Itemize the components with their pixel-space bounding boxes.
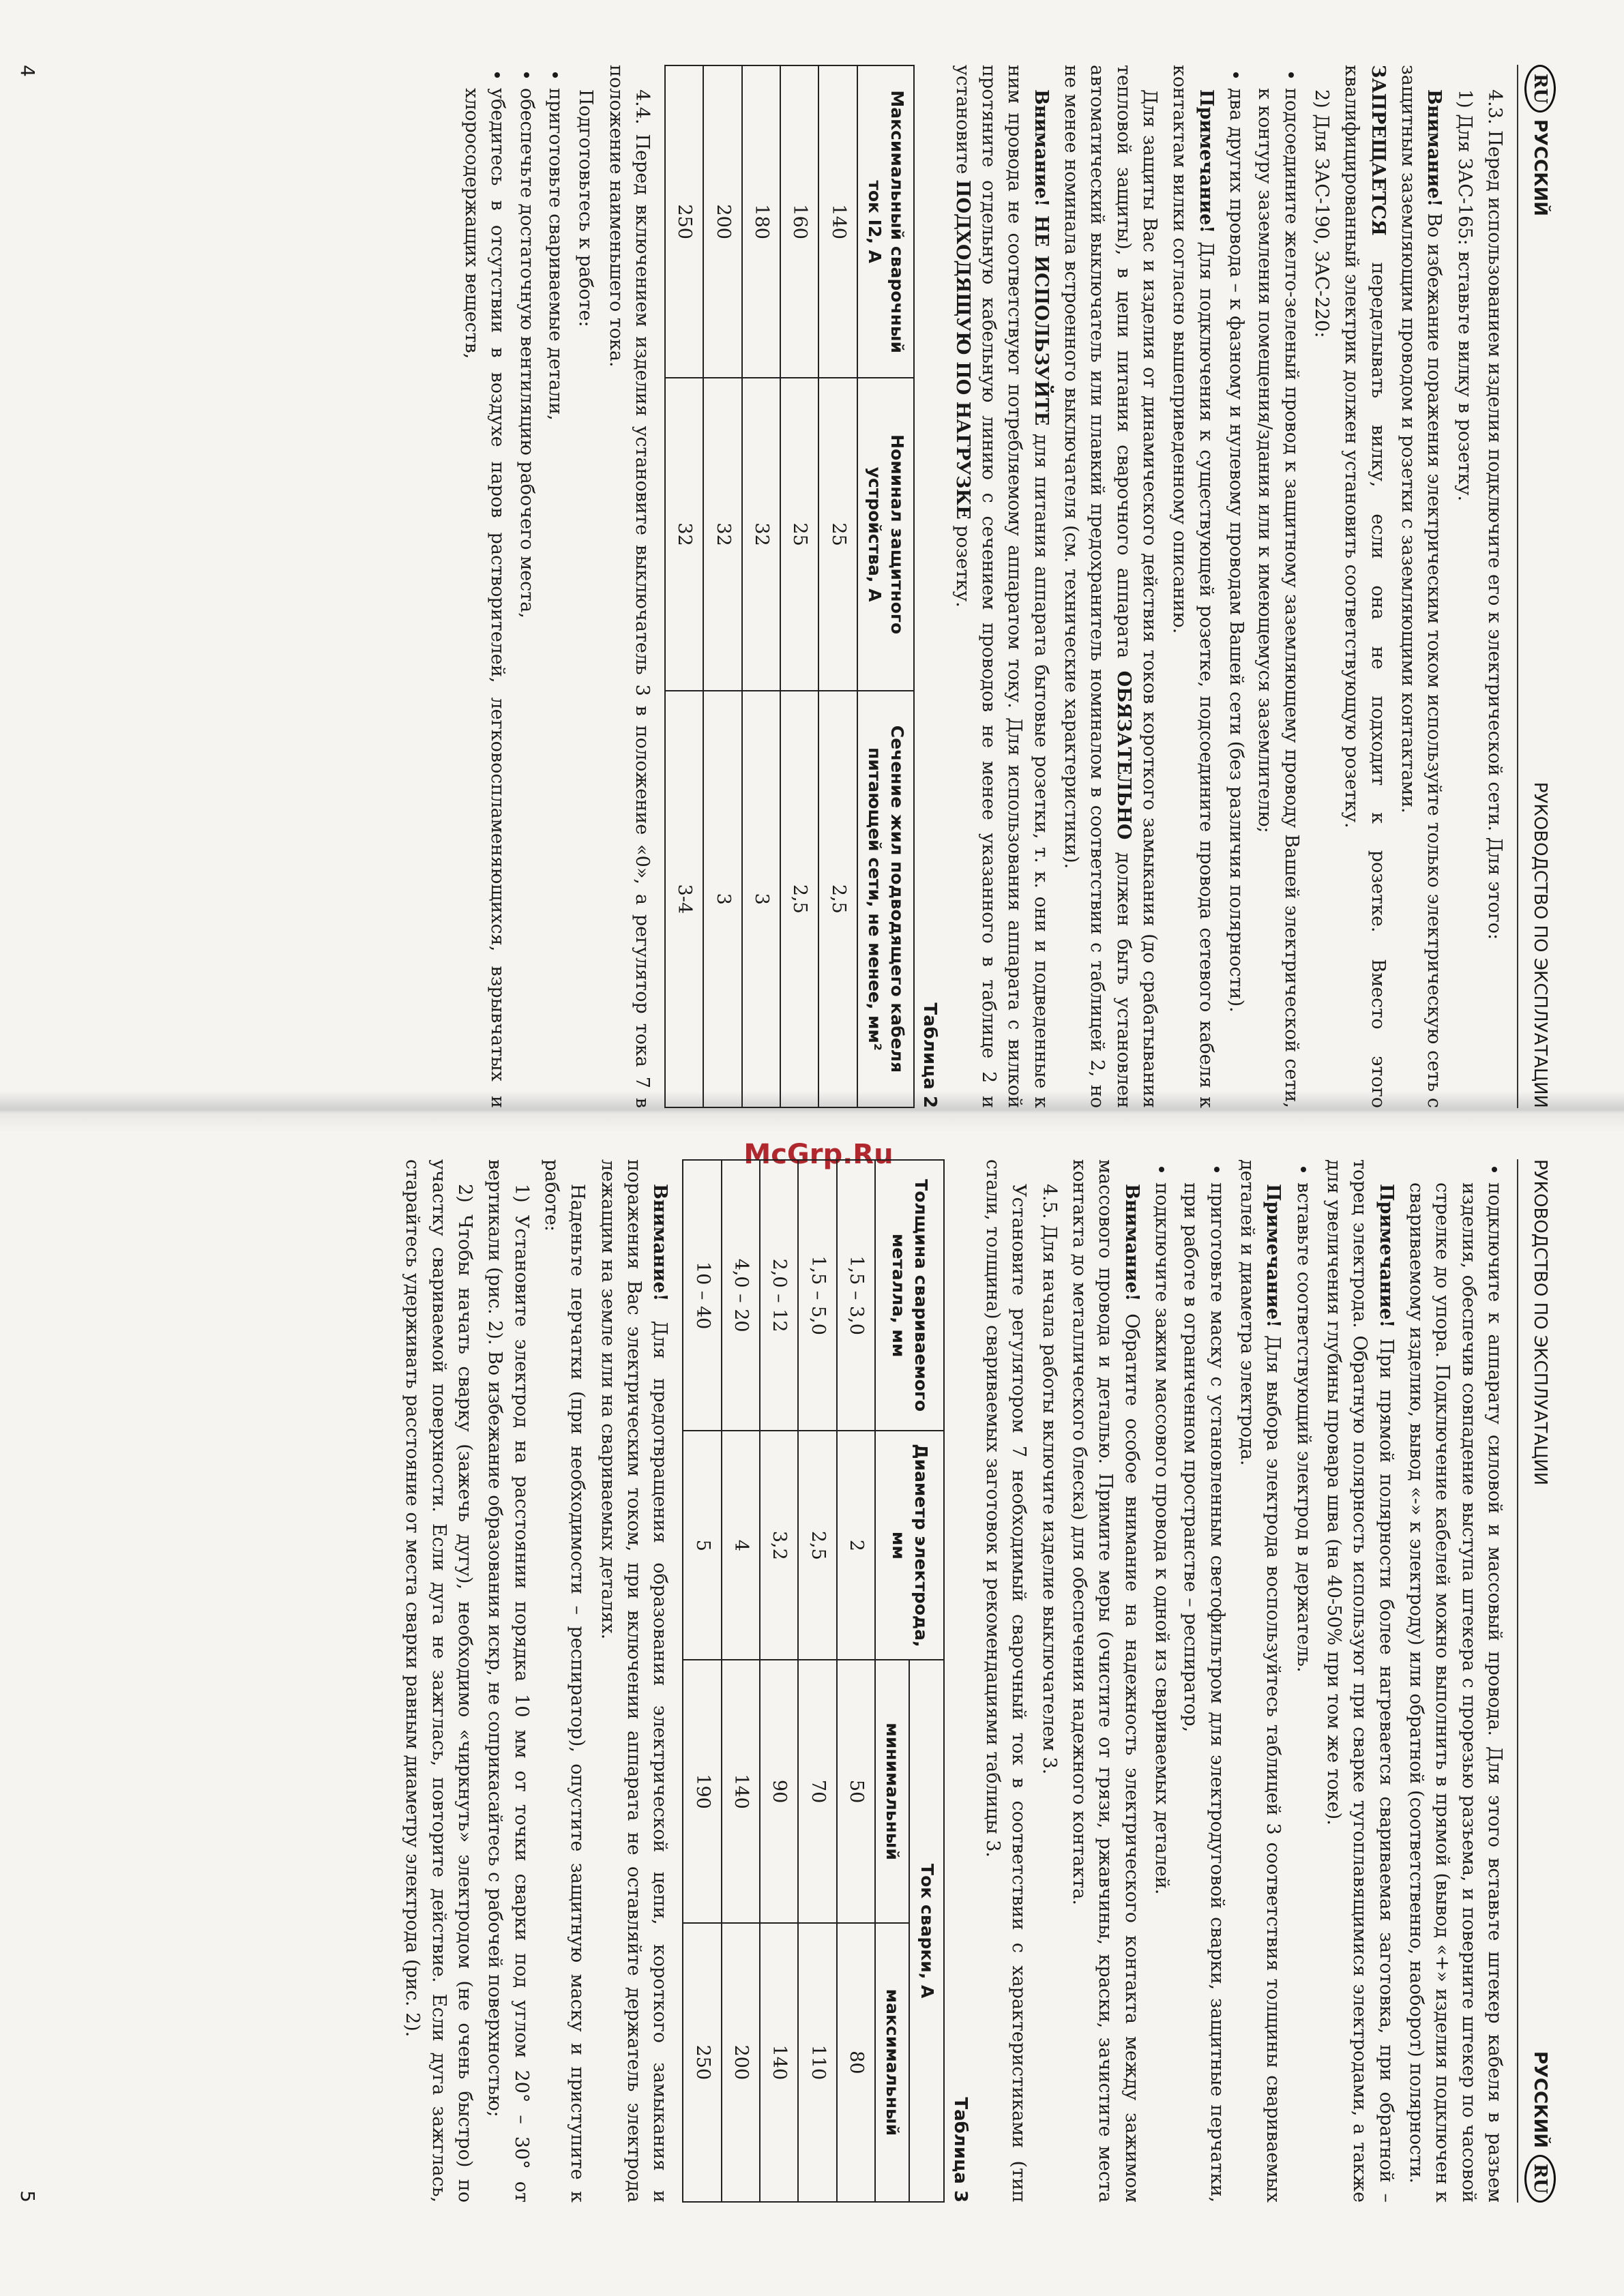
manual-title: РУКОВОДСТВО ПО ЭКСПЛУАТАЦИИ	[1530, 1159, 1551, 1486]
table-cell: 4	[722, 1431, 760, 1660]
connect-list	[1403, 1159, 1507, 2203]
running-header	[1517, 1159, 1562, 2203]
table-cell: 90	[760, 1660, 798, 1922]
prepare-heading: Подготовьтесь к работе:	[575, 89, 597, 327]
table-header: Максимальный сварочный ток I2, А	[857, 65, 914, 378]
warning-text-b: розетку.	[951, 519, 973, 608]
attention-label: Внимание!	[1121, 1184, 1142, 1302]
language-label	[1524, 65, 1556, 216]
step-1: 1) Для ЗАС-165: вставьте вилку в розетку.	[1453, 89, 1475, 502]
table-cell: 190	[683, 1660, 721, 1922]
ru-badge-icon: RU	[1524, 65, 1556, 113]
language-text: РУССКИЙ	[1530, 2051, 1551, 2148]
table-cell: 2,5	[798, 1431, 836, 1660]
table-subheader: максимальный	[875, 1923, 910, 2202]
table-cell: 25	[818, 378, 857, 690]
warning-label: Внимание! НЕ ИСПОЛЬЗУЙТЕ	[1030, 89, 1052, 426]
manual-page-5	[14, 1159, 1562, 2203]
note-paragraph	[1166, 65, 1219, 1108]
step-2: 2) Чтобы начать сварку (зажечь дугу), необходимо «чиркнуть» электродом (не очень быстро) по участку свариваемой поверхности. Если дуга не зажглась, повторите действие. Если дуга зажглась, старайтесь удерживать расстояние от места сварки равным диаметру электрода (рис. 2).	[402, 1159, 475, 2203]
table-header-row	[909, 1160, 944, 2202]
prepare-list	[458, 65, 568, 1108]
table-cell: 3-4	[665, 691, 703, 1107]
table-row	[722, 1160, 760, 2202]
table-row	[818, 65, 857, 1107]
ru-badge-icon: RU	[1524, 2155, 1556, 2203]
table-cell: 4,0 – 20	[722, 1160, 760, 1431]
attention-text: Обратите особое внимание на надежность электрического контакта между зажимом массового провода и деталью. Примите меры (очистите от грязи, ржавчины, краски, зачистите места контакта до металлического блеска) для обеспечения надежного контакта.	[1069, 1159, 1142, 2203]
table-cell: 2,0 – 12	[760, 1160, 798, 1431]
note-label: Примечание!	[1263, 1184, 1284, 1328]
forbidden-paragraph	[1338, 65, 1391, 1108]
manual-title: РУКОВОДСТВО ПО ЭКСПЛУАТАЦИИ	[1530, 781, 1551, 1108]
protection-must: ОБЯЗАТЕЛЬНО	[1112, 670, 1134, 840]
table-row	[837, 1160, 875, 2202]
table-row	[703, 65, 741, 1107]
warning-paragraph	[949, 65, 1053, 1108]
page-number: 4	[16, 65, 39, 77]
table-cell: 1,5 – 3,0	[837, 1160, 875, 1431]
table-cell: 70	[798, 1660, 836, 1922]
site-watermark: McGrp.Ru	[743, 1139, 894, 1170]
table-cell: 140	[722, 1660, 760, 1922]
attention-text: Во избежание поражения электрическим током используйте только электрическую сеть с защитным заземляющим проводом и розетки с заземляющими контактами.	[1398, 65, 1445, 1108]
gloves-paragraph: Наденьте перчатки (при необходимости – респиратор), опустите защитную маску и приступите к работе:	[540, 1159, 589, 2203]
equipment-list	[1149, 1159, 1230, 2203]
forbidden-label: ЗАПРЕЩАЕТСЯ	[1367, 65, 1389, 236]
note-text: При прямой полярности более нагревается свариваемая заготовка, при обратной – торец электрода. Обратную полярность используют при сварке тугоплавящимися электродами, а также для увеличения глубины провара шва (на 40-50% при том же токе).	[1323, 1159, 1397, 2203]
table-row	[742, 65, 780, 1107]
table-3-caption: Таблица 3	[949, 2097, 971, 2203]
note-text: Для выбора электрода воспользуйтесь таблицей 3 соответствия толщины свариваемых деталей и диаметра электрода.	[1237, 1159, 1284, 2203]
table-cell: 250	[683, 1923, 721, 2202]
warning-suitable: ПОДХОДЯЩУЮ ПО НАГРУЗКЕ	[951, 180, 973, 520]
table-row	[760, 1160, 798, 2202]
table-cell: 3,2	[760, 1431, 798, 1660]
table-2	[664, 65, 915, 1108]
table-cell: 1,5 – 5,0	[798, 1160, 836, 1431]
list-item: • подключите зажим массового провода к одной из свариваемых деталей.	[1149, 1182, 1175, 2203]
list-item: • обеспечьте достаточную вентиляцию рабочего места,	[513, 88, 539, 1108]
table-cell: 32	[665, 378, 703, 690]
table-cell: 140	[818, 65, 857, 378]
table-cell: 250	[665, 65, 703, 378]
table-cell: 2	[837, 1431, 875, 1660]
electrode-list	[1290, 1159, 1316, 2203]
table-2-caption: Таблица 2	[919, 1002, 941, 1108]
table-cell: 5	[683, 1431, 721, 1660]
protection-text-b: должен быть установлен автоматический выключатель или плавкий предохранитель номиналом в соответствии с таблицей 2, но не менее номинала встроенного выключателя (см. технические характеристики).	[1061, 65, 1134, 1108]
table-header: Номинал защитного устройства, А	[857, 378, 914, 690]
table-header: Сечение жил подводящего кабеля питающей сети, не менее, мм²	[857, 691, 914, 1107]
warning-text: Для предотвращения образования электрической цепи, короткого замыкания и поражения Вас электрическим током, при включении аппарата не оставляйте держатель электрода лежащим на земле или на свариваемых деталях.	[597, 1159, 671, 2203]
list-item: • приготовьте свариваемые детали,	[542, 88, 568, 1108]
table-cell: 32	[742, 378, 780, 690]
list-item: • убедитесь в отсутствии в воздухе паров растворителей, легковоспламеняющихся, взрывчатых и хлоросодержащих веществ,	[458, 88, 511, 1108]
table-row	[798, 1160, 836, 2202]
section-4-5: 4.5. Для начала работы включите изделие выключателем 3.	[1038, 1184, 1060, 1775]
table-cell: 3	[703, 691, 741, 1107]
table-cell: 3	[742, 691, 780, 1107]
language-label	[1524, 2051, 1556, 2203]
note-label: Примечание!	[1195, 89, 1217, 234]
table-3	[682, 1159, 945, 2203]
section-4-4: 4.4. Перед включением изделия установите выключатель 3 в положение «0», а регулятор тока 7 в положение наименьшего тока.	[605, 65, 653, 1108]
table-header: Диаметр электрода, мм	[875, 1431, 944, 1660]
table-header: Толщина свариваемого металла, мм	[875, 1160, 944, 1431]
table-cell: 10 – 40	[683, 1160, 721, 1431]
table-cell: 180	[742, 65, 780, 378]
manual-page-4	[14, 65, 1562, 1108]
table-subheader: минимальный	[875, 1660, 910, 1922]
table-row	[780, 65, 818, 1107]
page-number: 5	[16, 2190, 39, 2203]
table-cell: 140	[760, 1923, 798, 2202]
note-text: Для подключения к существующей розетке, подсоедините провода сетевого кабеля к контактам вилки согласно вышеприведенному описанию.	[1169, 65, 1217, 1108]
table-cell: 32	[703, 378, 741, 690]
warning-paragraph	[594, 1159, 673, 2203]
wiring-list	[1223, 65, 1304, 1108]
table-cell: 2,5	[780, 691, 818, 1107]
note-label: Примечание!	[1375, 1184, 1397, 1328]
running-header	[1517, 65, 1562, 1108]
attention-label: Внимание!	[1423, 89, 1445, 207]
section-4-5-current: Установите регулятором 7 необходимый сварочный ток в соответствии с характеристиками (тип стали, толщина) свариваемых заготовок и рекомендациями таблицы 3.	[982, 1159, 1030, 2203]
table-cell: 2,5	[818, 691, 857, 1107]
list-item: • вставьте соответствующий электрод в держатель.	[1290, 1182, 1316, 2203]
note-paragraph	[1320, 1159, 1399, 2203]
attention-paragraph	[1066, 1159, 1145, 2203]
table-header-row	[857, 65, 914, 1107]
warning-label: Внимание!	[649, 1184, 671, 1302]
table-header: Ток сварки, А	[909, 1660, 944, 2202]
language-text: РУССКИЙ	[1530, 119, 1551, 217]
table-cell: 50	[837, 1660, 875, 1922]
table-cell: 110	[798, 1923, 836, 2202]
note-paragraph	[1234, 1159, 1286, 2203]
protection-text-a: Для защиты Вас и изделия от динамического действия токов короткого замыкания (до срабатывания тепловой защиты), в цепи питания сварочного аппарата	[1112, 65, 1161, 1108]
step-2: 2) Для ЗАС-190, ЗАС-220:	[1311, 89, 1333, 338]
list-item: • два других провода – к фазному и нулевому проводам Вашей сети (без различия полярности).	[1223, 88, 1249, 1108]
table-cell: 200	[703, 65, 741, 378]
table-cell: 200	[722, 1923, 760, 2202]
list-item: • подсоедините желто-зеленый провод к защитному заземляющему проводу Вашей электрической сети, к контуру заземления помещения/здания или к имеющемуся заземлителю;	[1252, 88, 1304, 1108]
forbidden-text: переделывать вилку, если она не подходит к розетке. Вместо этого квалифицированный электрик должен установить соответствующую розетку.	[1341, 65, 1389, 1108]
list-item: • приготовьте маску с установленным светофильтром для электродуговой сварки, защитные перчатки, при работе в ограниченном пространстве – респиратор,	[1177, 1182, 1230, 2203]
attention-paragraph	[1395, 65, 1447, 1108]
section-4-3: 4.3. Перед использованием изделия подключите его к электрической сети. Для этого:	[1484, 89, 1505, 940]
table-cell: 160	[780, 65, 818, 378]
table-cell: 25	[780, 378, 818, 690]
step-1: 1) Установите электрод на расстоянии порядка 10 мм от точки сварки под углом 20° – 30° от вертикали (рис. 2). Во избежание образования искр, не соприкасайтесь с рабочей поверхностью;	[484, 1159, 532, 2203]
table-cell: 80	[837, 1923, 875, 2202]
list-item: • подключите к аппарату силовой и массовый провода. Для этого вставьте штекер кабеля в разъем изделия, обеспечив совпадение выступа штекера с прорезью разъема, и поверните штекер по часовой стрелке до упора. Подключение кабелей можно выполнить в прямой (вывод «+» изделия подключен к свариваемому изделию, вывод «-» к электроду) или обратной (соответственно, наоборот) полярности.	[1403, 1182, 1507, 2203]
table-row	[665, 65, 703, 1107]
warning-text-a: для питания аппарата бытовые розетки, т. к. они и подведенные к ним провода не соответствуют потребляемому аппаратом току. Для использования аппарата с вилкой протяните отдельную кабельную линию с сечением проводов не менее указанного в таблице 2 и установите	[951, 65, 1052, 1108]
protection-paragraph	[1058, 65, 1162, 1108]
table-row	[683, 1160, 721, 2202]
